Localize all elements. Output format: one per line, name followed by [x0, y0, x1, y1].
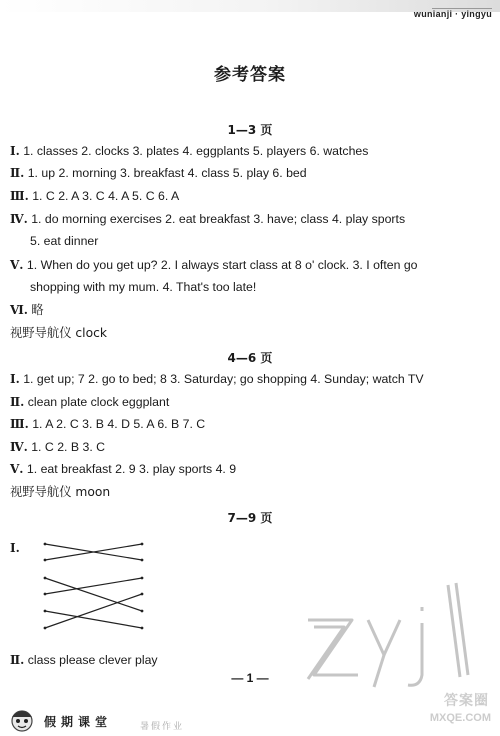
header-subject: wunianji · yingyu: [413, 9, 492, 19]
answer-line: Ⅰ. 1. get up; 7 2. go to bed; 8 3. Saturday; go shopping 4. Sunday; watch TV: [10, 372, 424, 386]
answer-line: Ⅱ. 1. up 2. morning 3. breakfast 4. class 5. play 6. bed: [10, 166, 307, 180]
matching-label: Ⅰ.: [10, 541, 20, 555]
header-decoration: [432, 0, 492, 9]
answer-line: Ⅲ. 1. A 2. C 3. B 4. D 5. A 6. B 7. C: [10, 417, 206, 431]
match-line-4: [45, 578, 142, 594]
match-lines: [45, 544, 142, 628]
answer-line: Ⅵ. 略: [10, 303, 44, 317]
answer-line: Ⅰ. 1. classes 2. clocks 3. plates 4. eggplants 5. players 6. watches: [10, 144, 369, 158]
section-heading-1: 1—3 页: [227, 123, 273, 137]
watermark-logo: [300, 575, 495, 695]
match-line-5: [45, 611, 142, 628]
answer-line: Ⅲ. 1. C 2. A 3. C 4. A 5. C 6. A: [10, 189, 180, 203]
watermark-url: MXQE.COM: [429, 712, 491, 724]
answer-line-continued: 5. eat dinner: [30, 234, 99, 248]
answer-line: Ⅱ. class please clever play: [10, 653, 158, 667]
answer-line: Ⅱ. clean plate clock eggplant: [10, 395, 170, 409]
vision-navigator-line: 视野导航仪 clock: [10, 326, 107, 340]
footer-series-title: 假期课堂: [44, 715, 113, 729]
page-number: — 1 —: [231, 671, 269, 685]
watermark: [300, 575, 495, 725]
section-heading-3: 7—9 页: [227, 511, 273, 525]
section-heading-2: 4—6 页: [227, 351, 273, 365]
match-line-6: [45, 594, 142, 628]
answer-line: Ⅳ. 1. do morning exercises 2. eat breakfast 3. have; class 4. play sports: [10, 212, 406, 226]
matching-lines-diagram: [40, 536, 155, 646]
footer-subtitle: 暑假作业: [140, 721, 185, 731]
answer-line: Ⅴ. 1. When do you get up? 2. I always start class at 8 o' clock. 3. I often go: [10, 258, 418, 272]
watermark-text: 答案圈: [444, 693, 489, 709]
footer-band: [0, 712, 500, 736]
mascot-icon: [6, 707, 38, 733]
answer-line: Ⅴ. 1. eat breakfast 2. 9 3. play sports 4. 9: [10, 462, 237, 476]
answer-line-continued: shopping with my mum. 4. That's too late!: [30, 280, 257, 294]
vision-navigator-line: 视野导航仪 moon: [10, 485, 111, 499]
page-title: 参考答案: [214, 65, 286, 85]
match-line-3: [45, 578, 142, 611]
answer-line: Ⅳ. 1. C 2. B 3. C: [10, 440, 106, 454]
